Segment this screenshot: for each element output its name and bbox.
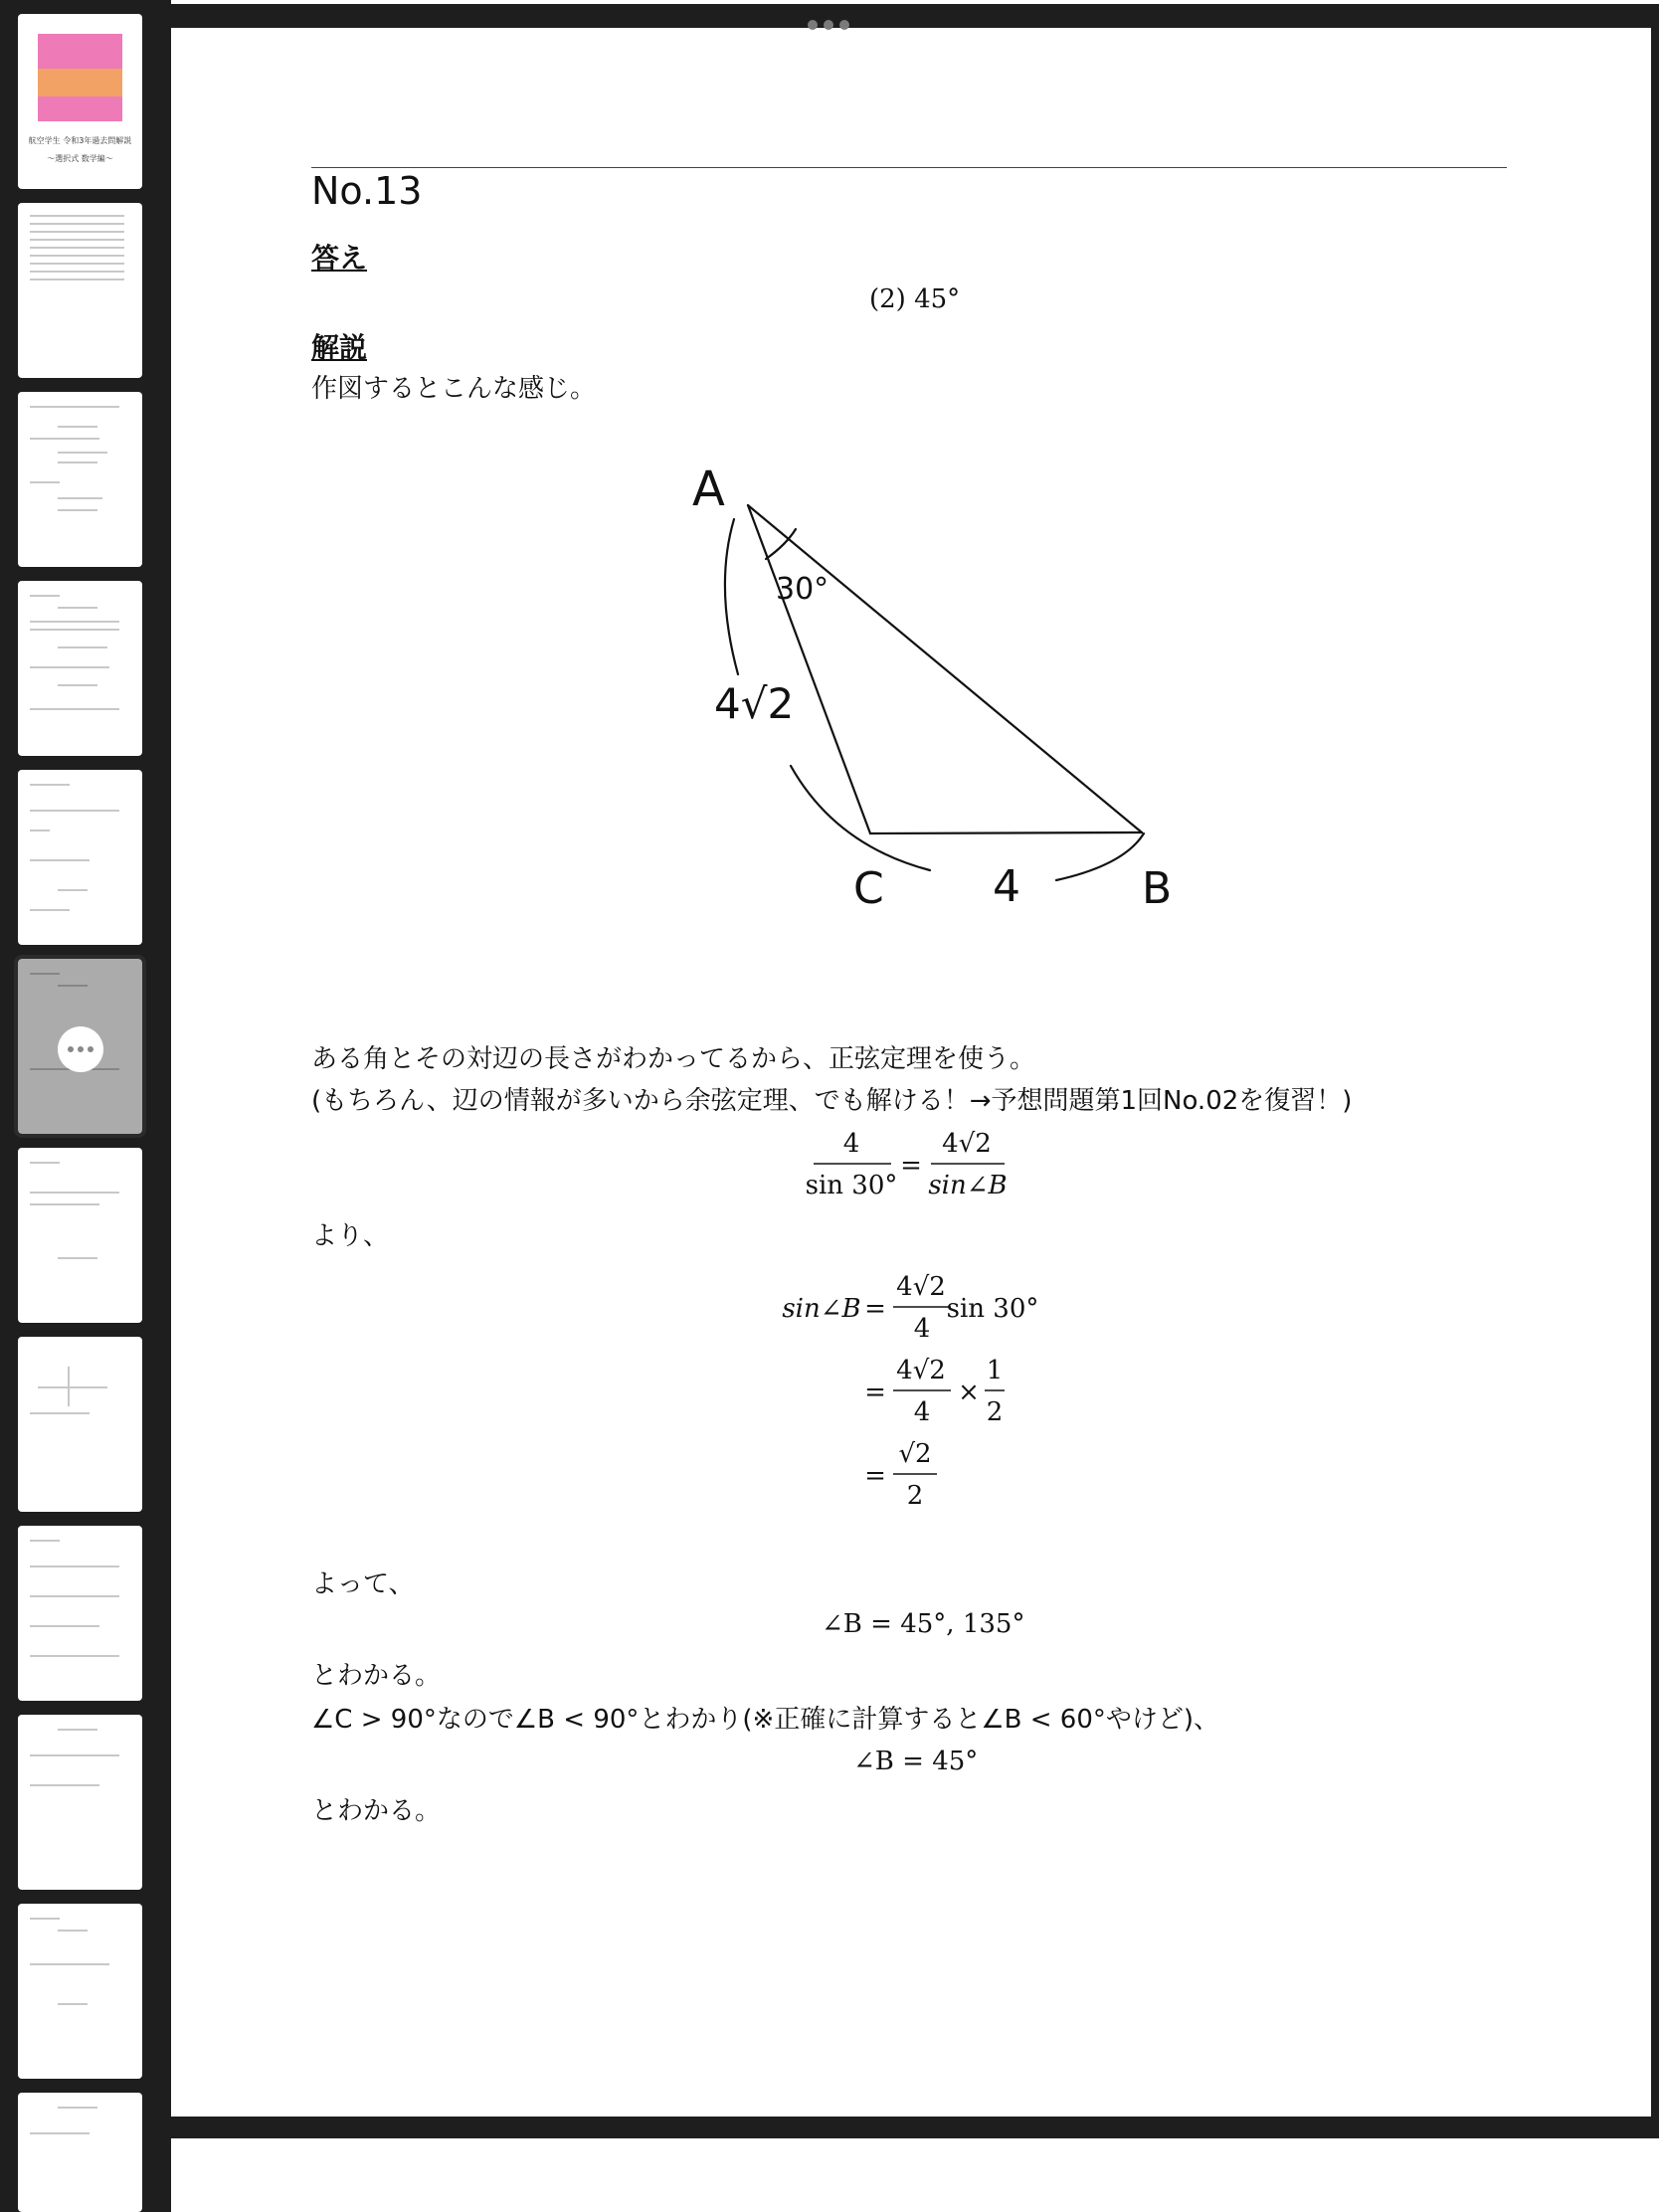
next-page-edge — [171, 2138, 1659, 2212]
thumbnail-page-5[interactable] — [18, 770, 142, 945]
thumbnail-page-6-selected[interactable] — [18, 959, 142, 1134]
svg-text:√2: √2 — [898, 1439, 932, 1469]
thumbnail-page-10[interactable] — [18, 1715, 142, 1890]
text-line-1: ある角とその対辺の長さがわかってるから、正弦定理を使う。 — [311, 1044, 1036, 1074]
explanation-heading: 解説 — [311, 331, 368, 364]
condition-text: ∠C > 90°なので∠B < 90°とわかり(※正確に計算すると∠B < 60°やけど)、 — [311, 1705, 1220, 1735]
more-options-icon[interactable] — [58, 1026, 103, 1072]
wakaru-text-2: とわかる。 — [311, 1796, 442, 1826]
thumbnail-sidebar — [0, 0, 169, 2212]
label-angle: 30° — [776, 572, 830, 607]
cover-subtitle: 〜選択式 数学編〜 — [47, 154, 113, 163]
drag-handle-icon[interactable] — [824, 20, 833, 30]
svg-text:4√2: 4√2 — [942, 1129, 992, 1159]
section-title: No.13 — [311, 169, 423, 213]
svg-text:=: = — [900, 1151, 922, 1181]
previous-page-edge — [171, 0, 1659, 4]
label-a: A — [692, 461, 725, 517]
svg-text:4: 4 — [842, 1129, 860, 1159]
thumbnail-page-2[interactable] — [18, 203, 142, 378]
cover-title: 航空学生 令和3年過去問解説 — [28, 136, 132, 145]
label-b: B — [1142, 863, 1173, 914]
svg-text:=: = — [864, 1378, 886, 1407]
drag-handle-icon[interactable] — [808, 20, 818, 30]
equation-sin-b — [782, 1263, 1070, 1512]
svg-text:=: = — [864, 1461, 886, 1491]
svg-text:4: 4 — [913, 1314, 931, 1344]
yotte-text: よって、 — [311, 1569, 415, 1599]
svg-text:1: 1 — [986, 1356, 1004, 1385]
thumbnail-page-3[interactable] — [18, 392, 142, 567]
side-cb — [870, 832, 1142, 833]
arc-b — [1056, 833, 1144, 880]
thumbnail-page-11[interactable] — [18, 1904, 142, 2079]
arc-a — [725, 519, 738, 674]
equation-law-of-sines — [796, 1122, 1034, 1205]
label-side-ac: 4√2 — [714, 679, 795, 728]
thumbnail-page-7[interactable] — [18, 1148, 142, 1323]
triangle-diagram — [676, 438, 1194, 915]
drag-handle-icon[interactable] — [839, 20, 849, 30]
svg-text:=: = — [864, 1294, 886, 1324]
answer-heading: 答え — [311, 242, 368, 275]
svg-text:4√2: 4√2 — [896, 1272, 946, 1302]
yori-text: より、 — [311, 1221, 390, 1251]
text-line-2: (もちろん、辺の情報が多いから余弦定理、でも解ける！→予想問題第1回No.02を復習！) — [311, 1086, 1353, 1116]
svg-text:4√2: 4√2 — [896, 1356, 946, 1385]
answer-value: (2) 45° — [869, 284, 961, 314]
side-ab — [748, 505, 1142, 832]
result-angles: ∠B = 45°, 135° — [822, 1609, 1025, 1639]
svg-text:sin∠B: sin∠B — [928, 1171, 1008, 1200]
thumbnail-page-1[interactable] — [18, 14, 142, 189]
svg-text:2: 2 — [986, 1397, 1004, 1427]
header-rule — [311, 167, 1507, 168]
side-ac — [748, 505, 870, 833]
intro-text: 作図するとこんな感じ。 — [311, 374, 597, 404]
svg-text:2: 2 — [906, 1481, 924, 1511]
label-side-bc: 4 — [993, 861, 1020, 912]
svg-text:4: 4 — [913, 1397, 931, 1427]
svg-text:×: × — [958, 1378, 980, 1407]
arc-c — [791, 766, 930, 870]
thumbnail-page-4[interactable] — [18, 581, 142, 756]
wakaru-text-1: とわかる。 — [311, 1661, 442, 1691]
svg-text:sin 30°: sin 30° — [946, 1294, 1039, 1324]
thumbnail-page-8[interactable] — [18, 1337, 142, 1512]
svg-text:sin 30°: sin 30° — [805, 1171, 898, 1200]
svg-text:sin∠B: sin∠B — [782, 1294, 861, 1324]
final-answer: ∠B = 45° — [853, 1747, 979, 1776]
cover-banner — [38, 69, 122, 96]
thumbnail-page-12[interactable] — [18, 2093, 142, 2212]
label-c: C — [853, 863, 884, 914]
thumbnail-page-9[interactable] — [18, 1526, 142, 1701]
